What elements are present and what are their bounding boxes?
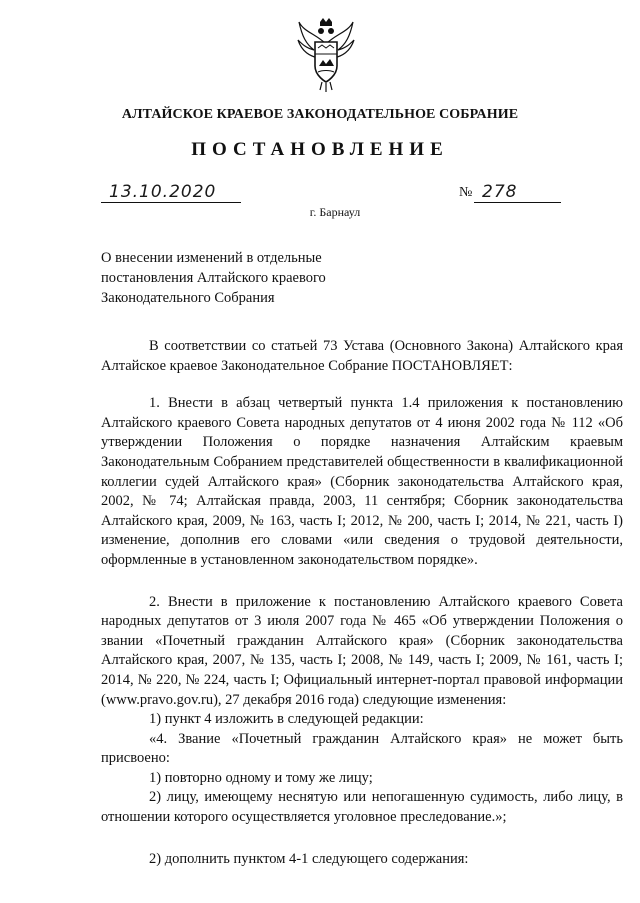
- city: г. Барнаул: [309, 205, 361, 219]
- document-subject: О внесении изменений в отдельные постановления Алтайского краевого Законодательного Собрания: [101, 250, 326, 306]
- paragraph-subitem-2: 2) дополнить пунктом 4-1 следующего содержания:: [149, 850, 469, 867]
- paragraph-item-2: 2. Внести в приложение к постановлению Алтайского краевого Совета народных депутатов от 3 июля 2007 года № 465 «Об утверждении Положения о звании «Почетный гражданин Алтайского края» (Сборник законодательства Алтайского края, 2007, № 135, часть I; 2008, № 149, часть I; 2009, № 161, часть I; 2014, № 220, № 224, часть I; Официальный интернет-портал правовой информации (www.pravo.gov.ru), 27 декабря 2016 года) следующие изменения:: [101, 593, 623, 708]
- handwritten-number: 278: [482, 182, 518, 202]
- paragraph-item-1: 1. Внести в абзац четвертый пункта 1.4 приложения к постановлению Алтайского краевого Совета народных депутатов от 4 июня 2002 года № 112 «Об утверждении Положения о порядке назначения Алтайским краевым Законодательным Собранием представителей общественности в квалификационной коллегии судей Алтайского края» (Сборник законодательства Алтайского края, 2002, № 74; Алтайская правда, 2003, 11 сентября; Сборник законодательства Алтайского края, 2009, № 163, часть I; 2012, № 200, часть I; 2014, № 221, часть I) изменение, дополнив его словами «или сведения о трудовой деятельности, оформленные в установленном законодательством порядке».: [101, 395, 623, 568]
- paragraph-clause-4: «4. Звание «Почетный гражданин Алтайского края» не может быть присвоено:: [101, 730, 623, 767]
- document-type: ПОСТАНОВЛЕНИЕ: [191, 139, 449, 160]
- document-body: [101, 337, 623, 869]
- coat-of-arms-icon: [296, 14, 356, 94]
- number-label: №: [459, 185, 473, 200]
- paragraph-subitem-1: 1) пункт 4 изложить в следующей редакции:: [149, 711, 424, 728]
- organization-name: АЛТАЙСКОЕ КРАЕВОЕ ЗАКОНОДАТЕЛЬНОЕ СОБРАНИЕ: [121, 107, 519, 122]
- date-field: [101, 184, 241, 203]
- handwritten-date: 13.10.2020: [109, 182, 217, 202]
- paragraph-preamble: В соответствии со статьей 73 Устава (Основного Закона) Алтайского края Алтайское краевое Законодательное Собрание ПОСТАНОВЛЯЕТ:: [101, 338, 623, 374]
- paragraph-clause-4-2: 2) лицу, имеющему неснятую или непогашенную судимость, либо лицу, в отношении которого осуществляется уголовное преследование.»;: [101, 789, 623, 826]
- number-field: [474, 184, 561, 203]
- paragraph-clause-4-1: 1) повторно одному и тому же лицу;: [149, 769, 373, 786]
